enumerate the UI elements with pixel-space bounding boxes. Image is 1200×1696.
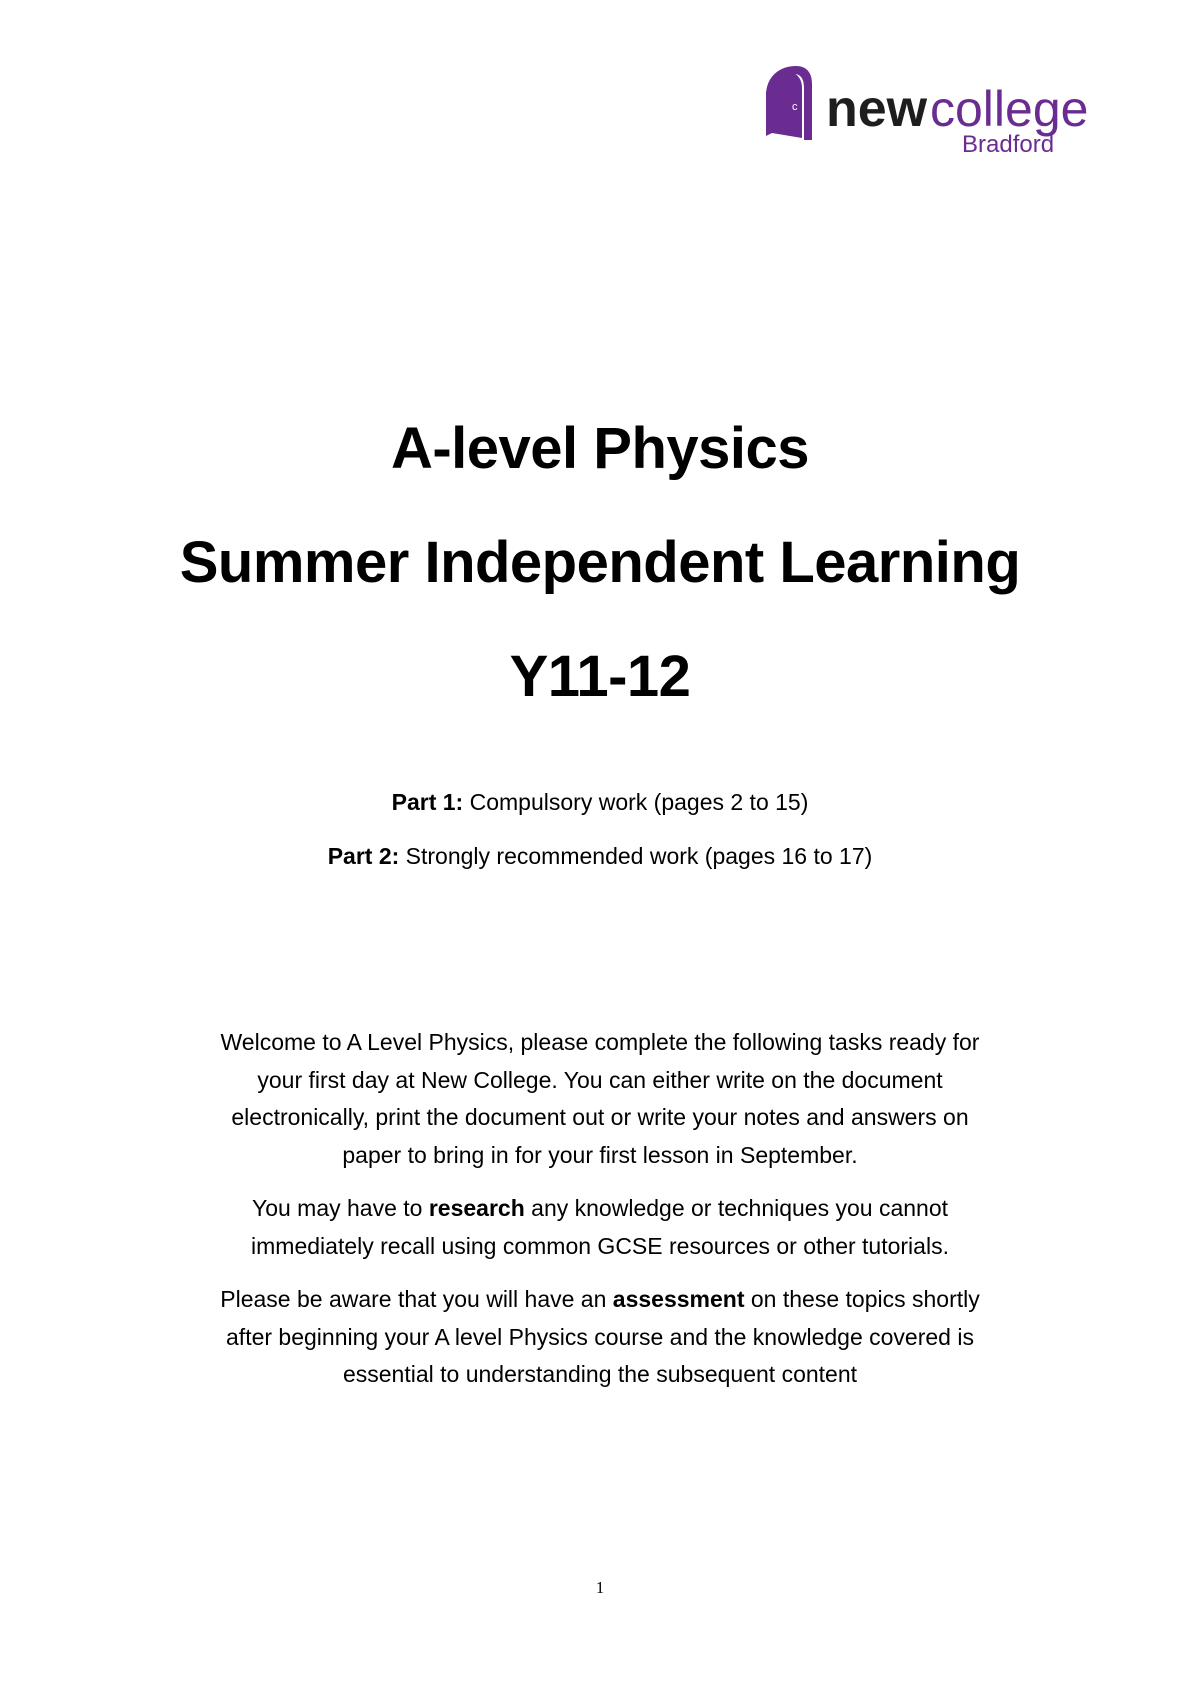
research-before: You may have to: [251, 1195, 429, 1221]
part-1-label: Part 1:: [391, 789, 464, 815]
page-number: 1: [595, 1578, 605, 1597]
intro-paragraph-welcome: Welcome to A Level Physics, please complete the following tasks ready for your first day at New College. You can either write on the document electronically, print the document out or write your notes and answers on paper to bring in for your first lesson in September.: [220, 1029, 980, 1168]
part-2-text: Strongly recommended work (pages 16 to 17): [399, 843, 873, 869]
logo-brand-bold: new: [826, 80, 928, 138]
research-after: any knowledge or techniques you cannot immediately recall using common GCSE resources or other tutorials.: [251, 1195, 949, 1259]
parts-summary: [0, 786, 1200, 894]
logo-location: Bradford: [962, 131, 1055, 158]
logo-mark-letter: c: [792, 101, 798, 113]
research-bold: research: [428, 1195, 525, 1221]
intro-paragraph-assessment: [205, 1281, 995, 1394]
logo-brand-light: college: [930, 81, 1089, 137]
title-programme: Summer Independent Learning: [179, 530, 1021, 595]
document-title: [0, 392, 1200, 734]
title-year-group: Y11-12: [509, 644, 691, 709]
intro-paragraph-research: [205, 1190, 995, 1265]
part-2-label: Part 2:: [327, 843, 400, 869]
part-1-text: Compulsory work (pages 2 to 15): [463, 789, 809, 815]
assessment-before: Please be aware that you will have an: [220, 1286, 613, 1312]
part-2-line: [0, 840, 1200, 894]
part-1-line: [0, 786, 1200, 840]
new-college-logo: [766, 66, 1138, 170]
intro-text: [205, 1024, 995, 1410]
title-subject: A-level Physics: [390, 416, 810, 481]
assessment-bold: assessment: [612, 1286, 745, 1312]
logo-svg: [766, 66, 1138, 170]
assessment-after: on these topics shortly after beginning your A level Physics course and the knowledge covered is essential to understanding the subsequent content: [226, 1286, 980, 1387]
